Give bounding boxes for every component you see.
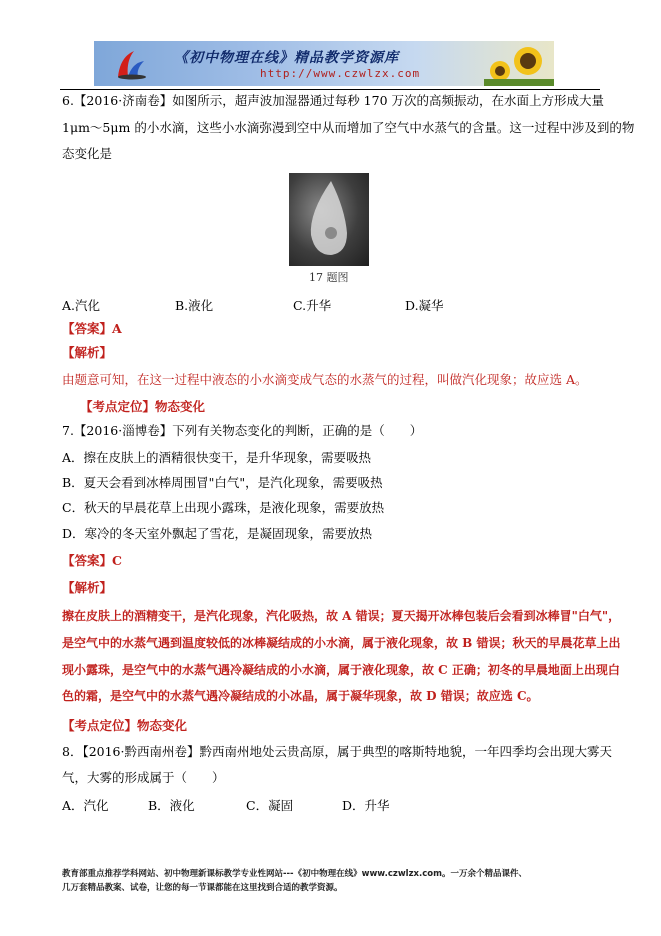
q8-option-d: D．升华 bbox=[342, 798, 390, 813]
q8-stem-line2: 气，大雾的形成属于（ ） bbox=[62, 770, 225, 785]
q6-answer: 【答案】A bbox=[62, 321, 122, 336]
q6-option-b: B.液化 bbox=[175, 298, 214, 313]
banner-title: 《初中物理在线》精品教学资源库 bbox=[174, 50, 399, 66]
q6-text-line1: 6.【2016·济南卷】如图所示，超声波加湿器通过每秒 170 万次的高频振动，在水面上方形成大量 bbox=[62, 93, 605, 108]
q7-stem: 7.【2016·淄博卷】下列有关物态变化的判断，正确的是（ ） bbox=[62, 423, 423, 438]
q7-analysis-label: 【解析】 bbox=[62, 580, 113, 595]
q6-figure-caption: 17 题图 bbox=[309, 271, 349, 284]
q8-option-a: A．汽化 bbox=[62, 798, 109, 813]
q8-option-c: C．凝固 bbox=[246, 798, 294, 813]
q7-analysis-line2: 是空气中的水蒸气遇到温度较低的冰棒凝结成的小水滴，属于液化现象，故 B 错误；秋天的早晨花草上出 bbox=[62, 636, 621, 650]
q7-option-a: A．擦在皮肤上的酒精很快变干，是升华现象，需要吸热 bbox=[62, 450, 372, 465]
header-divider bbox=[60, 89, 600, 90]
q8-stem-line1: 8．【2016·黔西南州卷】黔西南州地处云贵高原，属于典型的喀斯特地貌，一年四季均会出现大雾天 bbox=[62, 744, 612, 759]
q6-text-line2: 1μm～5μm 的小水滴，这些小水滴弥漫到空中从而增加了空气中水蒸气的含量。这一过程中涉及到的物 bbox=[62, 120, 635, 135]
q6-figure-photo bbox=[289, 173, 369, 266]
humidifier-mist-image bbox=[289, 173, 369, 266]
q7-analysis-line1: 擦在皮肤上的酒精变干，是汽化现象，汽化吸热，故 A 错误；夏天揭开冰棒包装后会看到冰棒冒"白气"， bbox=[62, 609, 621, 623]
footer-line1: 教育部重点推荐学科网站、初中物理新课标教学专业性网站---《初中物理在线》www.czwlzx.com。一万余个精品课件、 bbox=[62, 869, 527, 879]
footer-line2: 几万套精品教案、试卷，让您的每一节课都能在这里找到合适的教学资源。 bbox=[62, 883, 343, 893]
q7-analysis-line4: 色的霜，是空气中的水蒸气遇冷凝结成的小冰晶，属于凝华现象，故 D 错误；故应选 C。 bbox=[62, 689, 539, 703]
q7-option-d: D．寒冷的冬天室外飘起了雪花，是凝固现象，需要放热 bbox=[62, 526, 373, 541]
q7-kaodian: 【考点定位】物态变化 bbox=[62, 718, 188, 733]
q6-analysis-label: 【解析】 bbox=[62, 345, 113, 360]
q6-text-line3: 态变化是 bbox=[62, 146, 113, 161]
q6-option-d: D.凝华 bbox=[405, 298, 444, 313]
q6-analysis-text: 由题意可知，在这一过程中液态的小水滴变成气态的水蒸气的过程，叫做汽化现象；故应选 A。 bbox=[62, 372, 588, 387]
header-banner bbox=[94, 41, 554, 86]
q7-option-b: B．夏天会看到冰棒周围冒"白气"，是汽化现象，需要吸热 bbox=[62, 475, 383, 490]
logo-icon bbox=[114, 47, 148, 81]
q6-kaodian: 【考点定位】物态变化 bbox=[80, 399, 206, 414]
q7-option-c: C．秋天的早晨花草上出现小露珠，是液化现象，需要放热 bbox=[62, 500, 385, 515]
q6-option-c: C.升华 bbox=[293, 298, 332, 313]
q8-option-b: B．液化 bbox=[148, 798, 195, 813]
sunflower-icon bbox=[484, 41, 554, 86]
q7-analysis-line3: 现小露珠，是空气中的水蒸气遇冷凝结成的小水滴，属于液化现象，故 C 正确；初冬的早晨地面上出现白 bbox=[62, 663, 620, 677]
banner-url[interactable]: http://www.czwlzx.com bbox=[260, 67, 421, 80]
q7-answer: 【答案】C bbox=[62, 553, 122, 568]
q6-option-a: A.汽化 bbox=[62, 298, 101, 313]
